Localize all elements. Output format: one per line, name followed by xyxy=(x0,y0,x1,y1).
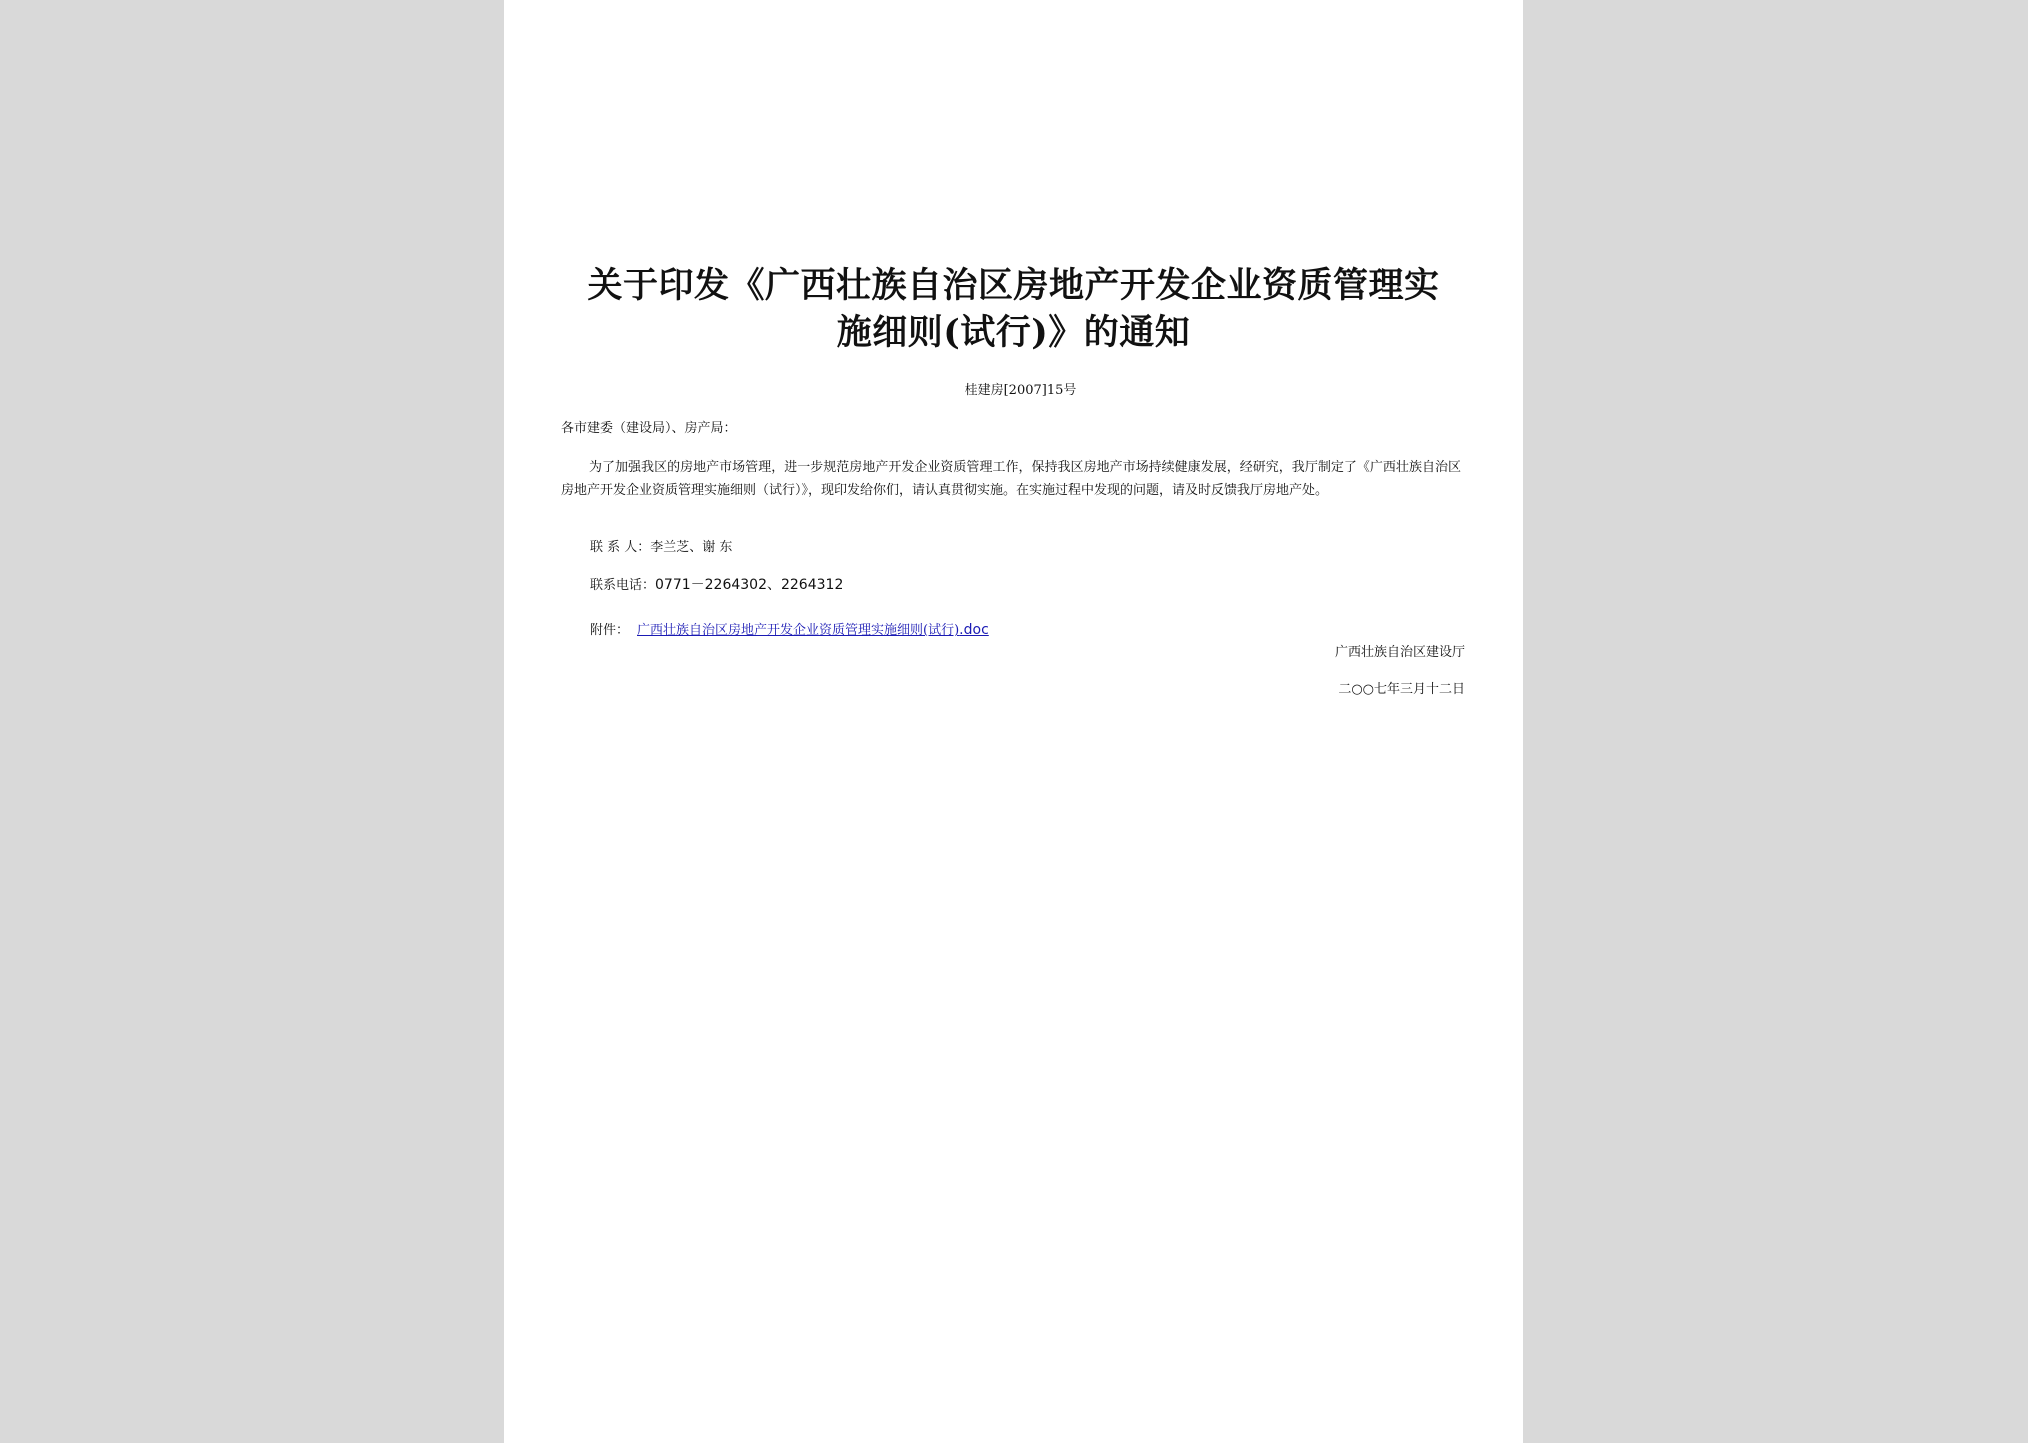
contact-phone-label: 联系电话： xyxy=(590,578,656,593)
attachment-link-extension: .doc xyxy=(959,622,989,638)
body-paragraph: 为了加强我区的房地产市场管理，进一步规范房地产开发企业资质管理工作，保持我区房地产市场持续健康发展，经研究，我厅制定了《广西壮族自治区房地产开发企业资质管理实施细则（试行）》，现印发给你们，请认真贯彻实施。在实施过程中发现的问题，请及时反馈我厅房地产处。 xyxy=(561,460,1461,498)
contact-phone-line xyxy=(590,576,843,595)
document-title xyxy=(554,262,1473,356)
contact-persons-label: 联 系 人： xyxy=(590,540,651,555)
issuer: 广西壮族自治区建设厅 xyxy=(1334,645,1465,660)
contact-phone: 0771－2264302、2264312 xyxy=(655,577,844,593)
attachment-label: 附件： xyxy=(590,623,630,638)
salutation: 各市建委（建设局）、房产局： xyxy=(561,421,737,436)
document-title-line-1: 关于印发《广西壮族自治区房地产开发企业资质管理实 xyxy=(587,265,1440,306)
attachment-link-name: 广西壮族自治区房地产开发企业资质管理实施细则(试行) xyxy=(637,623,960,638)
contact-persons-line xyxy=(590,539,732,557)
document-page xyxy=(504,0,1523,1443)
attachment-line xyxy=(590,621,989,640)
attachment-link[interactable] xyxy=(637,623,989,638)
contact-persons: 李兰芝、谢 东 xyxy=(650,540,733,555)
document-title-line-2: 施细则(试行)》的通知 xyxy=(836,312,1191,353)
issue-date: 二○○七年三月十二日 xyxy=(1338,682,1465,697)
document-number: 桂建房[2007]15号 xyxy=(964,383,1077,398)
